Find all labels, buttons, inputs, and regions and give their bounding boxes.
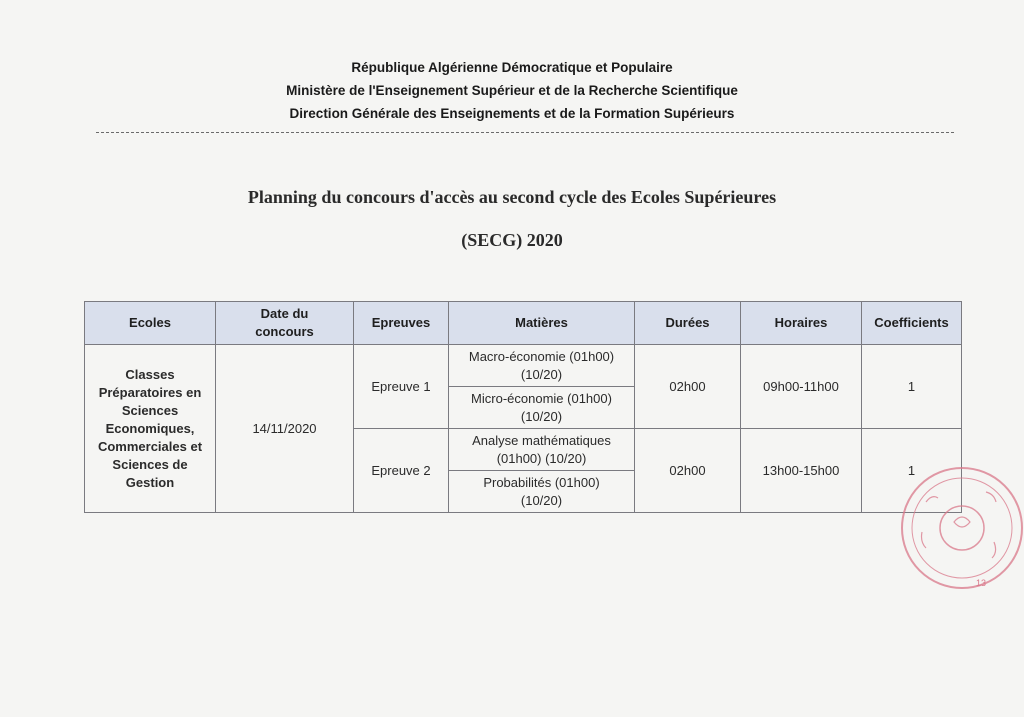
matiere-cell: Macro-économie (01h00) (10/20) [449, 345, 635, 387]
official-stamp-icon [896, 462, 1024, 594]
header-ministry: Ministère de l'Enseignement Supérieur et de la Recherche Scientifique [286, 83, 738, 98]
stamp-number: 13 [976, 578, 987, 588]
matiere-cell: Micro-économie (01h00) (10/20) [449, 387, 635, 429]
column-header: Coefficients [862, 302, 962, 345]
header-divider [96, 132, 954, 133]
column-header: Date du concours [216, 302, 354, 345]
horaire-cell: 13h00-15h00 [741, 429, 862, 513]
document-title: Planning du concours d'accès au second cycle des Ecoles Supérieures [247, 187, 777, 207]
coefficient-cell: 1 [862, 345, 962, 429]
duree-cell: 02h00 [635, 345, 741, 429]
column-header: Matières [449, 302, 635, 345]
column-header: Durées [635, 302, 741, 345]
table-row [85, 345, 962, 387]
column-header: Epreuves [354, 302, 449, 345]
document-subtitle: (SECG) 2020 [461, 230, 563, 250]
table-header-row [85, 302, 962, 345]
date-cell: 14/11/2020 [216, 345, 354, 513]
planning-table [84, 301, 962, 513]
matiere-cell: Probabilités (01h00) (10/20) [449, 471, 635, 513]
epreuve-cell: Epreuve 2 [354, 429, 449, 513]
epreuve-cell: Epreuve 1 [354, 345, 449, 429]
coefficient-cell: 1 [862, 429, 962, 513]
column-header: Horaires [741, 302, 862, 345]
duree-cell: 02h00 [635, 429, 741, 513]
matiere-cell: Analyse mathématiques (01h00) (10/20) [449, 429, 635, 471]
header-republic: République Algérienne Démocratique et Populaire [351, 60, 673, 75]
column-header: Ecoles [85, 302, 216, 345]
header-direction: Direction Générale des Enseignements et de la Formation Supérieurs [289, 106, 735, 121]
ecole-cell: Classes Préparatoires en Sciences Economiques, Commerciales et Sciences de Gestion [85, 345, 216, 513]
horaire-cell: 09h00-11h00 [741, 345, 862, 429]
